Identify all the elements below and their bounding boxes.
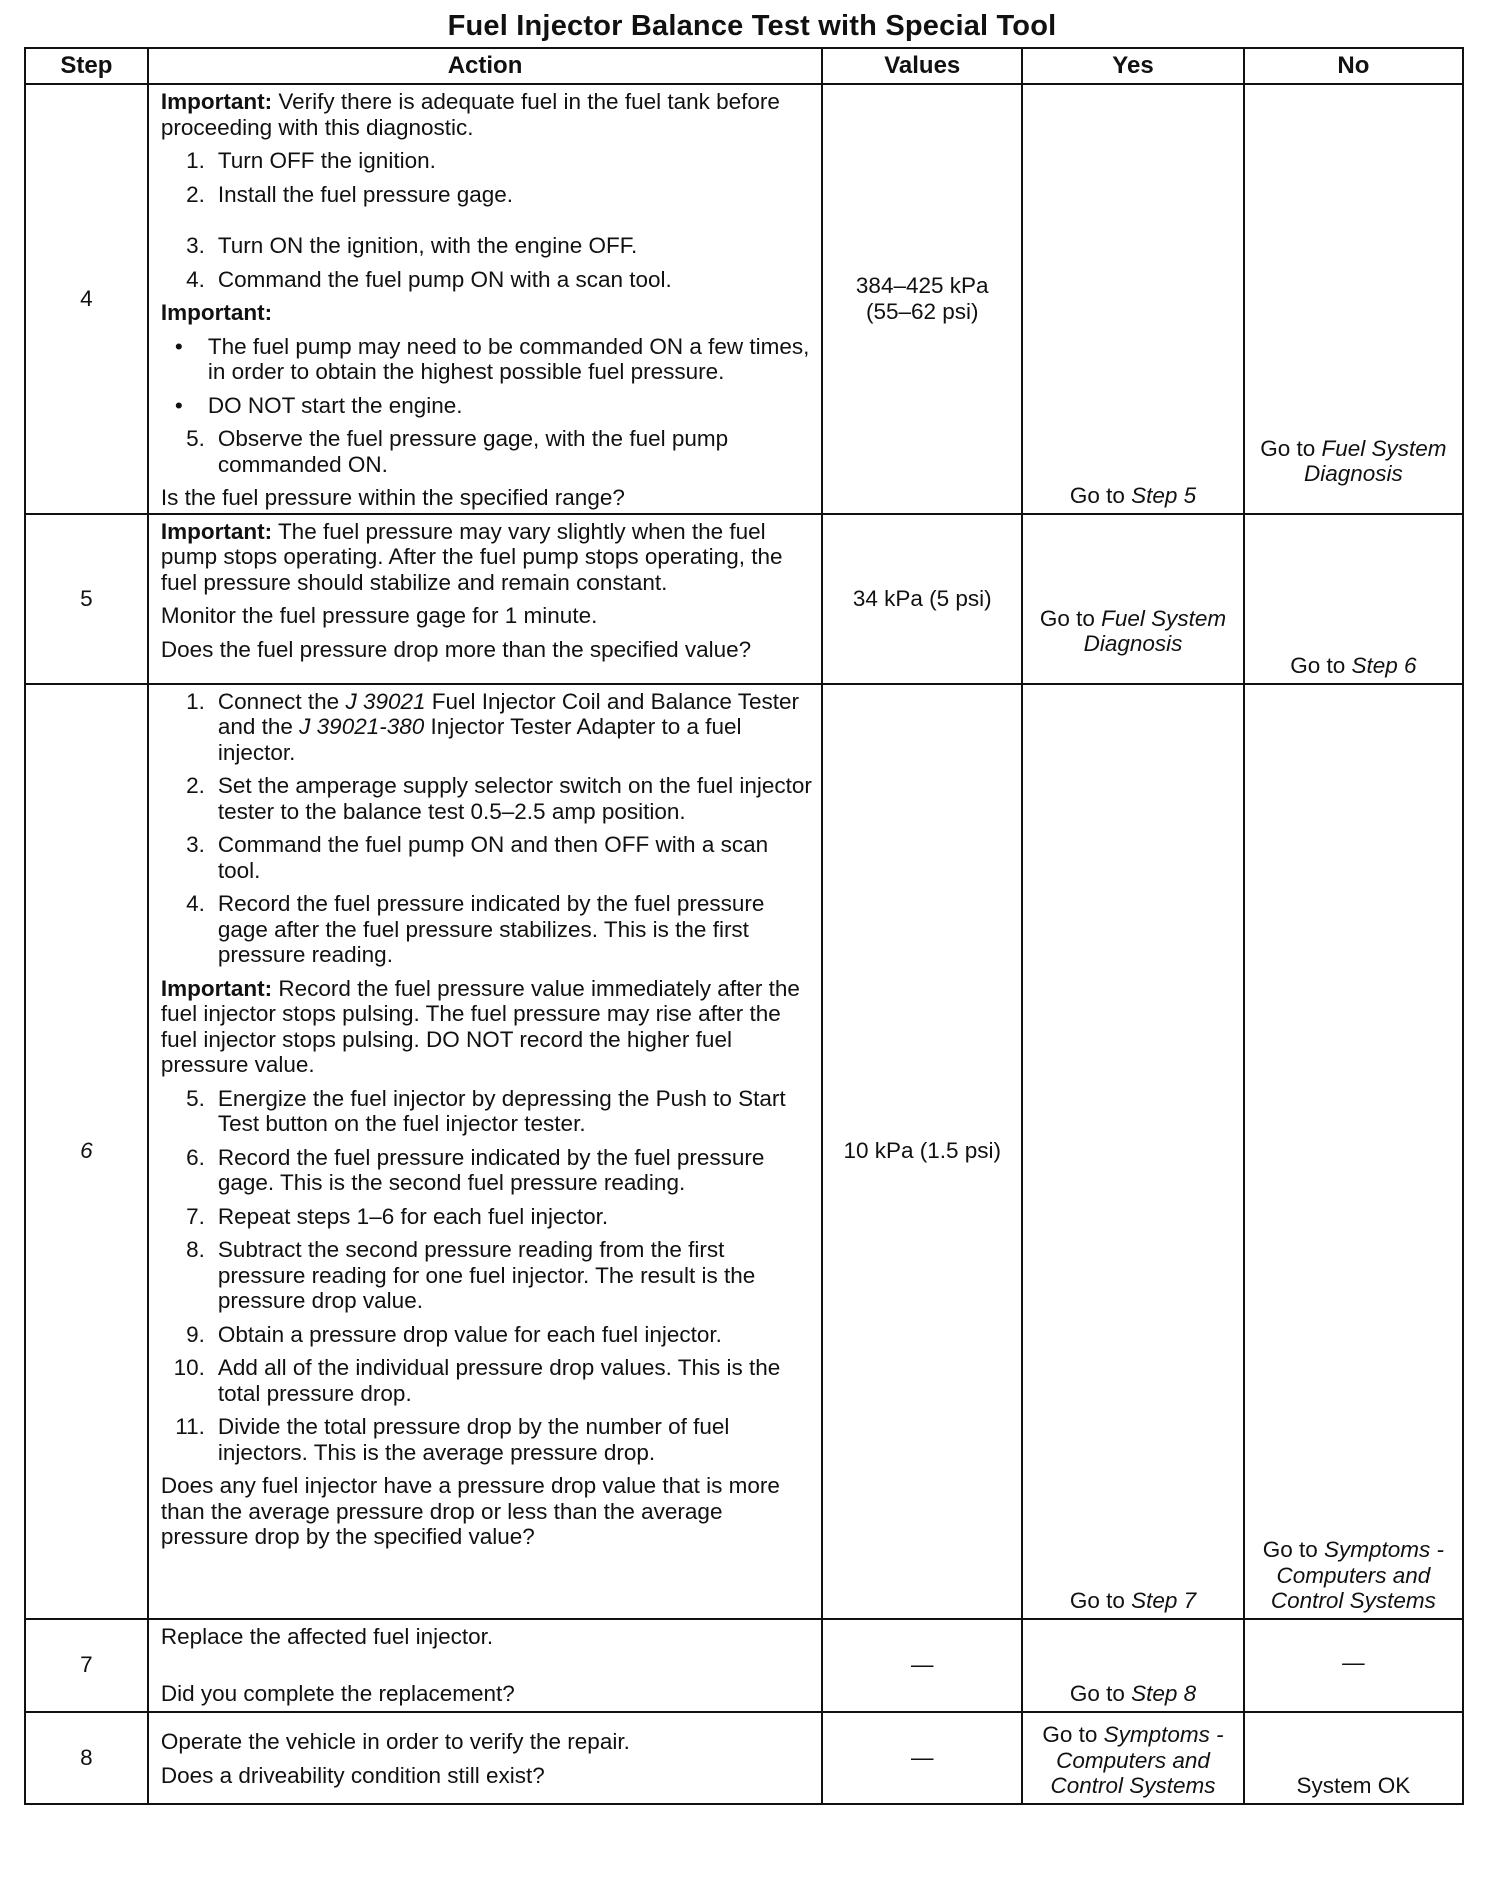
no-cell: — xyxy=(1244,1619,1463,1712)
action-cell xyxy=(148,514,822,684)
important-label: Important: xyxy=(160,89,273,114)
step-number: 8 xyxy=(25,1712,148,1804)
procedure-step xyxy=(161,1355,815,1406)
procedure-step xyxy=(161,1204,815,1230)
step-index: 1. xyxy=(186,688,205,714)
important-text: Record the fuel pressure value immediately after the fuel injector stops pulsing. The fuel pressure may rise after the fuel injector stops pulsing. DO NOT record the higher fuel pressure value. xyxy=(160,975,800,1077)
yes-link[interactable] xyxy=(1042,1722,1223,1798)
yes-link[interactable] xyxy=(1040,606,1226,657)
procedure-step xyxy=(161,1145,815,1196)
header-no: No xyxy=(1244,48,1463,84)
instruction-text: Monitor the fuel pressure gage for 1 minute. xyxy=(160,603,598,628)
step-text: Energize the fuel injector by depressing the Push to Start Test button on the fuel injector tester. xyxy=(217,1085,786,1136)
question-text: Does any fuel injector have a pressure drop value that is more than the average pressure drop or less than the average pressure drop by the specified value? xyxy=(160,1473,780,1549)
bullet-icon: • xyxy=(174,392,183,418)
step-index: 8. xyxy=(186,1237,205,1262)
step-index: 1. xyxy=(186,148,205,173)
step-index: 7. xyxy=(186,1203,205,1229)
table-row-step-8 xyxy=(25,1712,1463,1804)
no-prefix: Go to xyxy=(1290,653,1352,678)
yes-target: Symptoms - Computers and Control Systems xyxy=(1050,1722,1224,1798)
step-text: Turn OFF the ignition. xyxy=(217,148,436,173)
procedure-step xyxy=(161,832,815,883)
step-index: 4. xyxy=(186,891,205,916)
step-text: Record the fuel pressure indicated by the fuel pressure gage. This is the second fuel pressure reading. xyxy=(217,1144,765,1195)
step-text: Repeat steps 1–6 for each fuel injector. xyxy=(217,1203,609,1229)
yes-target: Step 5 xyxy=(1131,483,1197,508)
yes-cell xyxy=(1022,1712,1244,1804)
procedure-list xyxy=(161,689,815,968)
question-text: Does the fuel pressure drop more than the specified value? xyxy=(160,636,752,662)
values-cell: — xyxy=(822,1712,1022,1804)
header-action: Action xyxy=(148,48,822,84)
procedure-step xyxy=(161,1414,815,1465)
step-text: Set the amperage supply selector switch on the fuel injector tester to the balance test 0.5–2.5 amp position. xyxy=(217,773,812,824)
procedure-step xyxy=(161,773,815,824)
yes-prefix: Go to xyxy=(1042,1722,1104,1747)
action-cell xyxy=(148,684,822,1619)
step-index: 3. xyxy=(186,233,205,258)
value-kpa: 384–425 kPa xyxy=(855,273,989,299)
procedure-step xyxy=(161,1322,815,1348)
values-cell: — xyxy=(822,1619,1022,1712)
diagnostic-table xyxy=(24,47,1464,1805)
important-note xyxy=(161,519,815,596)
no-prefix: Go to xyxy=(1262,1537,1325,1562)
step-text: Obtain a pressure drop value for each fuel injector. xyxy=(217,1321,722,1347)
bullet-list xyxy=(161,334,815,419)
no-cell: System OK xyxy=(1244,1712,1463,1804)
question-text: Did you complete the replacement? xyxy=(160,1681,515,1706)
step-index: 6. xyxy=(186,1144,205,1170)
step-text: Injector Tester Adapter to a fuel injector. xyxy=(217,714,742,765)
no-cell xyxy=(1244,514,1463,684)
yes-cell xyxy=(1022,684,1244,1619)
table-row-step-4 xyxy=(25,84,1463,514)
important-label: Important: xyxy=(160,975,273,1001)
no-link[interactable] xyxy=(1260,436,1446,487)
step-index: 11. xyxy=(175,1414,205,1439)
yes-prefix: Go to xyxy=(1069,1681,1132,1706)
yes-target: Fuel System Diagnosis xyxy=(1083,605,1227,656)
yes-prefix: Go to xyxy=(1069,1588,1132,1613)
no-prefix: Go to xyxy=(1260,435,1322,461)
procedure-step xyxy=(161,426,815,477)
table-row-step-5 xyxy=(25,514,1463,684)
step-index: 5. xyxy=(186,1085,205,1111)
tool-number: J 39021 xyxy=(345,688,426,714)
step-text: Divide the total pressure drop by the number of fuel injectors. This is the average pressure drop. xyxy=(217,1414,730,1465)
bullet-icon: • xyxy=(174,333,183,359)
procedure-step xyxy=(161,689,815,766)
yes-cell xyxy=(1022,1619,1244,1712)
question-text: Is the fuel pressure within the specified range? xyxy=(160,485,625,510)
yes-cell xyxy=(1022,514,1244,684)
step-index: 5. xyxy=(186,426,205,451)
values-cell xyxy=(822,84,1022,514)
step-number: 7 xyxy=(25,1619,148,1712)
yes-target: Step 8 xyxy=(1131,1681,1197,1706)
yes-link[interactable] xyxy=(1070,1588,1196,1613)
procedure-step xyxy=(161,1237,815,1314)
procedure-list xyxy=(161,1086,815,1466)
header-yes: Yes xyxy=(1022,48,1244,84)
important-note xyxy=(161,89,815,140)
step-number: 6 xyxy=(25,684,148,1619)
procedure-step xyxy=(161,891,815,968)
step-index: 10. xyxy=(173,1355,205,1380)
no-link[interactable] xyxy=(1290,653,1416,678)
step-text: Command the fuel pump ON with a scan tool. xyxy=(217,266,672,292)
yes-link[interactable] xyxy=(1070,483,1196,508)
no-cell xyxy=(1244,84,1463,514)
step-number: 4 xyxy=(25,84,148,514)
step-text: Fuel Injector Coil and Balance Tester and the xyxy=(217,688,800,739)
header-step: Step xyxy=(25,48,148,84)
page-title: Fuel Injector Balance Test with Special Tool xyxy=(447,10,1057,42)
yes-cell xyxy=(1022,84,1244,514)
instruction-text: Replace the affected fuel injector. xyxy=(160,1623,494,1649)
yes-target: Step 7 xyxy=(1131,1588,1197,1613)
values-cell: 10 kPa (1.5 psi) xyxy=(822,684,1022,1619)
procedure-step xyxy=(161,182,815,208)
instruction-text: Operate the vehicle in order to verify the repair. xyxy=(160,1729,630,1754)
yes-link[interactable] xyxy=(1070,1681,1196,1706)
step-index: 3. xyxy=(186,832,205,857)
step-text: Record the fuel pressure indicated by the fuel pressure gage after the fuel pressure stabilizes. This is the first pressure reading. xyxy=(217,891,765,967)
important-text: Verify there is adequate fuel in the fuel tank before proceeding with this diagnostic. xyxy=(160,89,780,140)
header-values: Values xyxy=(822,48,1022,84)
table-row-step-6 xyxy=(25,684,1463,1619)
step-index: 4. xyxy=(186,266,205,292)
step-text: Subtract the second pressure reading from the first pressure reading for one fuel injector. The result is the pressure drop value. xyxy=(217,1237,756,1313)
step-number: 5 xyxy=(25,514,148,684)
step-text: Turn ON the ignition, with the engine OFF. xyxy=(217,233,638,258)
no-link[interactable] xyxy=(1263,1537,1444,1613)
important-label: Important: xyxy=(160,300,273,325)
tool-number: J 39021-380 xyxy=(299,714,425,739)
bullet-text: DO NOT start the engine. xyxy=(207,392,463,418)
procedure-step xyxy=(161,233,815,259)
action-cell xyxy=(148,1712,822,1804)
step-text: Observe the fuel pressure gage, with the fuel pump commanded ON. xyxy=(217,426,729,477)
question-text: Does a driveability condition still exist? xyxy=(160,1762,545,1788)
no-target: Fuel System Diagnosis xyxy=(1303,435,1447,486)
step-index: 9. xyxy=(186,1321,205,1347)
procedure-step xyxy=(161,1086,815,1137)
no-target: Symptoms - Computers and Control Systems xyxy=(1270,1537,1445,1613)
important-label: Important: xyxy=(160,518,273,544)
table-header-row xyxy=(25,48,1463,84)
important-text: The fuel pressure may vary slightly when the fuel pump stops operating. After the fuel pump stops operating, the fuel pressure should stabilize and remain constant. xyxy=(160,518,783,595)
no-cell xyxy=(1244,684,1463,1619)
yes-prefix: Go to xyxy=(1039,605,1102,631)
important-note xyxy=(161,976,815,1078)
step-index: 2. xyxy=(186,773,205,798)
no-target: Step 6 xyxy=(1351,653,1417,678)
step-text: Add all of the individual pressure drop values. This is the total pressure drop. xyxy=(217,1355,781,1406)
action-cell xyxy=(148,1619,822,1712)
procedure-step xyxy=(161,267,815,293)
yes-prefix: Go to xyxy=(1069,483,1132,508)
table-row-step-7 xyxy=(25,1619,1463,1712)
procedure-list xyxy=(161,148,815,292)
bullet-text: The fuel pump may need to be commanded ON a few times, in order to obtain the highest possible fuel pressure. xyxy=(207,333,810,384)
procedure-list xyxy=(161,426,815,477)
action-cell xyxy=(148,84,822,514)
step-text: Install the fuel pressure gage. xyxy=(217,181,514,207)
step-text: Connect the xyxy=(217,688,346,714)
value-psi: (55–62 psi) xyxy=(865,298,979,324)
values-cell: 34 kPa (5 psi) xyxy=(822,514,1022,684)
bullet-item xyxy=(161,334,815,385)
bullet-item xyxy=(161,393,815,419)
step-index: 2. xyxy=(186,181,205,207)
step-text: Command the fuel pump ON and then OFF with a scan tool. xyxy=(217,832,769,883)
procedure-step xyxy=(161,148,815,174)
